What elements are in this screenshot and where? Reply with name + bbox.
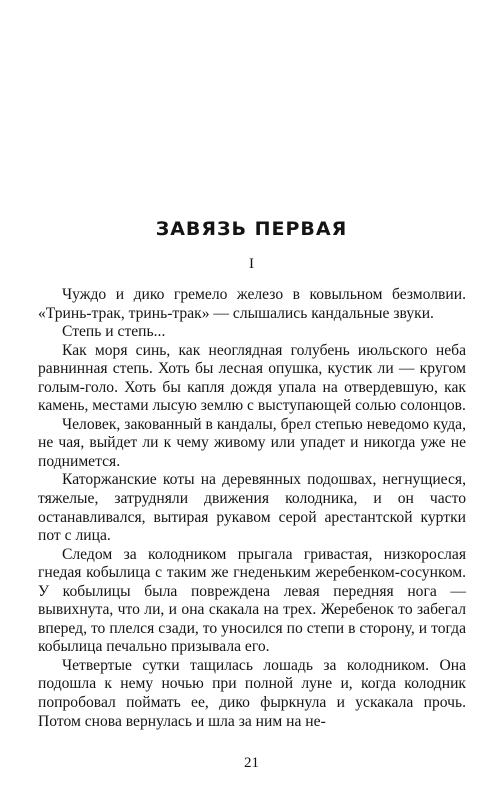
paragraph: Каторжанские коты на деревянных подошвах, негнущиеся, тяжелые, затрудняли движения колодника, и он часто останавливался, вытирая рукавом серой арестантской куртки пот с лица. <box>38 471 466 545</box>
page-number: 21 <box>244 755 259 771</box>
section-number: I <box>249 256 254 272</box>
paragraph: Как моря синь, как неоглядная голубень июльского неба равнинная степь. Хоть бы лесная опушка, кустик ли — кругом голым-голо. Хоть бы капля дождя упала на отвердевшую, как камень, местами лысую землю с выступающей солью солонцов. <box>38 341 466 415</box>
paragraph: Следом за колодником прыгала гривастая, низкорослая гнедая кобылица с таким же гнеденьким жеребенком-сосунком. У кобылицы была повреждена левая передняя нога — вывихнута, что ли, и она скакала на трех. Жеребенок то забегал вперед, то плелся сзади, то уносился по степи в сторону, и тогда кобылица печально призывала его. <box>38 545 466 656</box>
chapter-title: ЗАВЯЗЬ ПЕРВАЯ <box>155 218 348 240</box>
body-text <box>38 286 466 731</box>
paragraph: Степь и степь... <box>62 323 166 341</box>
paragraph: Человек, закованный в кандалы, брел степью неведомо куда, не чая, выйдет ли к чему живому или упадет и никогда уже не поднимется. <box>38 415 466 470</box>
paragraph: Четвертые сутки тащилась лошадь за колодником. Она подошла к нему ночью при полной луне и, когда колодник попробовал поймать ее, дико фыркнула и ускакала прочь. Потом снова вернулась и шла за ним на не- <box>38 656 466 730</box>
paragraph: Чуждо и дико гремело железо в ковыльном безмолвии. «Тринь-трак, тринь-трак» — слышались кандальные звуки. <box>38 286 466 322</box>
